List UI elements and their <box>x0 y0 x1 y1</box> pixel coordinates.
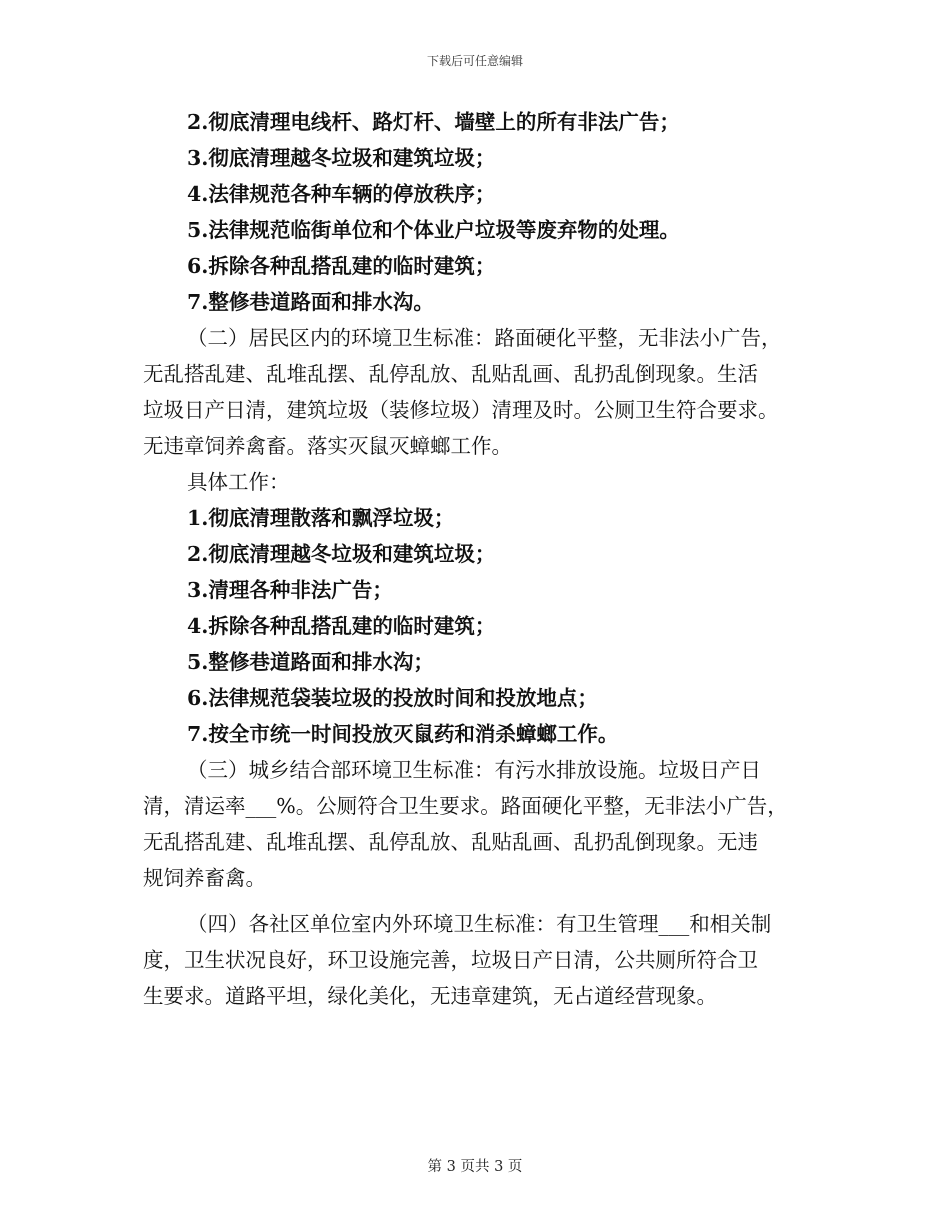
text-line: 5.法律规范临街单位和个体业户垃圾等废弃物的处理。 <box>187 218 680 242</box>
text-line: 4.拆除各种乱搭乱建的临时建筑； <box>187 614 496 638</box>
text-line: 3.清理各种非法广告； <box>187 578 393 602</box>
text-line: 无违章饲养禽畜。落实灭鼠灭蟑螂工作。 <box>143 434 512 458</box>
text-line: 6.法律规范袋装垃圾的投放时间和投放地点； <box>187 686 598 710</box>
paragraph-spacer <box>143 896 818 906</box>
text-line: 规饲养畜禽。 <box>143 866 266 890</box>
text-line: 2.彻底清理电线杆、路灯杆、墙壁上的所有非法广告； <box>187 110 680 134</box>
text-line: 度，卫生状况良好，环卫设施完善，垃圾日产日清，公共厕所符合卫 <box>143 948 758 972</box>
text-line: 4.法律规范各种车辆的停放秩序； <box>187 182 496 206</box>
text-line: 清，清运率___%。公厕符合卫生要求。路面硬化平整，无非法小广告， <box>143 794 788 818</box>
text-line: 具体工作： <box>187 470 290 494</box>
text-line: 7.按全市统一时间投放灭鼠药和消杀蟑螂工作。 <box>187 722 619 746</box>
text-line: 生要求。道路平坦，绿化美化，无违章建筑，无占道经营现象。 <box>143 984 717 1008</box>
document-body <box>143 104 818 1014</box>
page-header: 下载后可任意编辑 <box>426 54 523 68</box>
text-line: 5.整修巷道路面和排水沟； <box>187 650 434 674</box>
text-line: 2.彻底清理越冬垃圾和建筑垃圾； <box>187 542 496 566</box>
text-line: （四）各社区单位室内外环境卫生标准：有卫生管理___和相关制 <box>187 912 772 936</box>
text-line: 6.拆除各种乱搭乱建的临时建筑； <box>187 254 496 278</box>
text-line: 3.彻底清理越冬垃圾和建筑垃圾； <box>187 146 496 170</box>
text-line: （二）居民区内的环境卫生标准：路面硬化平整，无非法小广告， <box>187 326 782 350</box>
text-line: 7.整修巷道路面和排水沟。 <box>187 290 434 314</box>
text-line: 无乱搭乱建、乱堆乱摆、乱停乱放、乱贴乱画、乱扔乱倒现象。生活 <box>143 362 758 386</box>
text-line: （三）城乡结合部环境卫生标准：有污水排放设施。垃圾日产日 <box>187 758 761 782</box>
page-footer: 第 3 页共 3 页 <box>427 1159 523 1175</box>
text-line: 垃圾日产日清，建筑垃圾（装修垃圾）清理及时。公厕卫生符合要求。 <box>143 398 779 422</box>
text-line: 1.彻底清理散落和飘浮垃圾； <box>187 506 455 530</box>
text-line: 无乱搭乱建、乱堆乱摆、乱停乱放、乱贴乱画、乱扔乱倒现象。无违 <box>143 830 758 854</box>
